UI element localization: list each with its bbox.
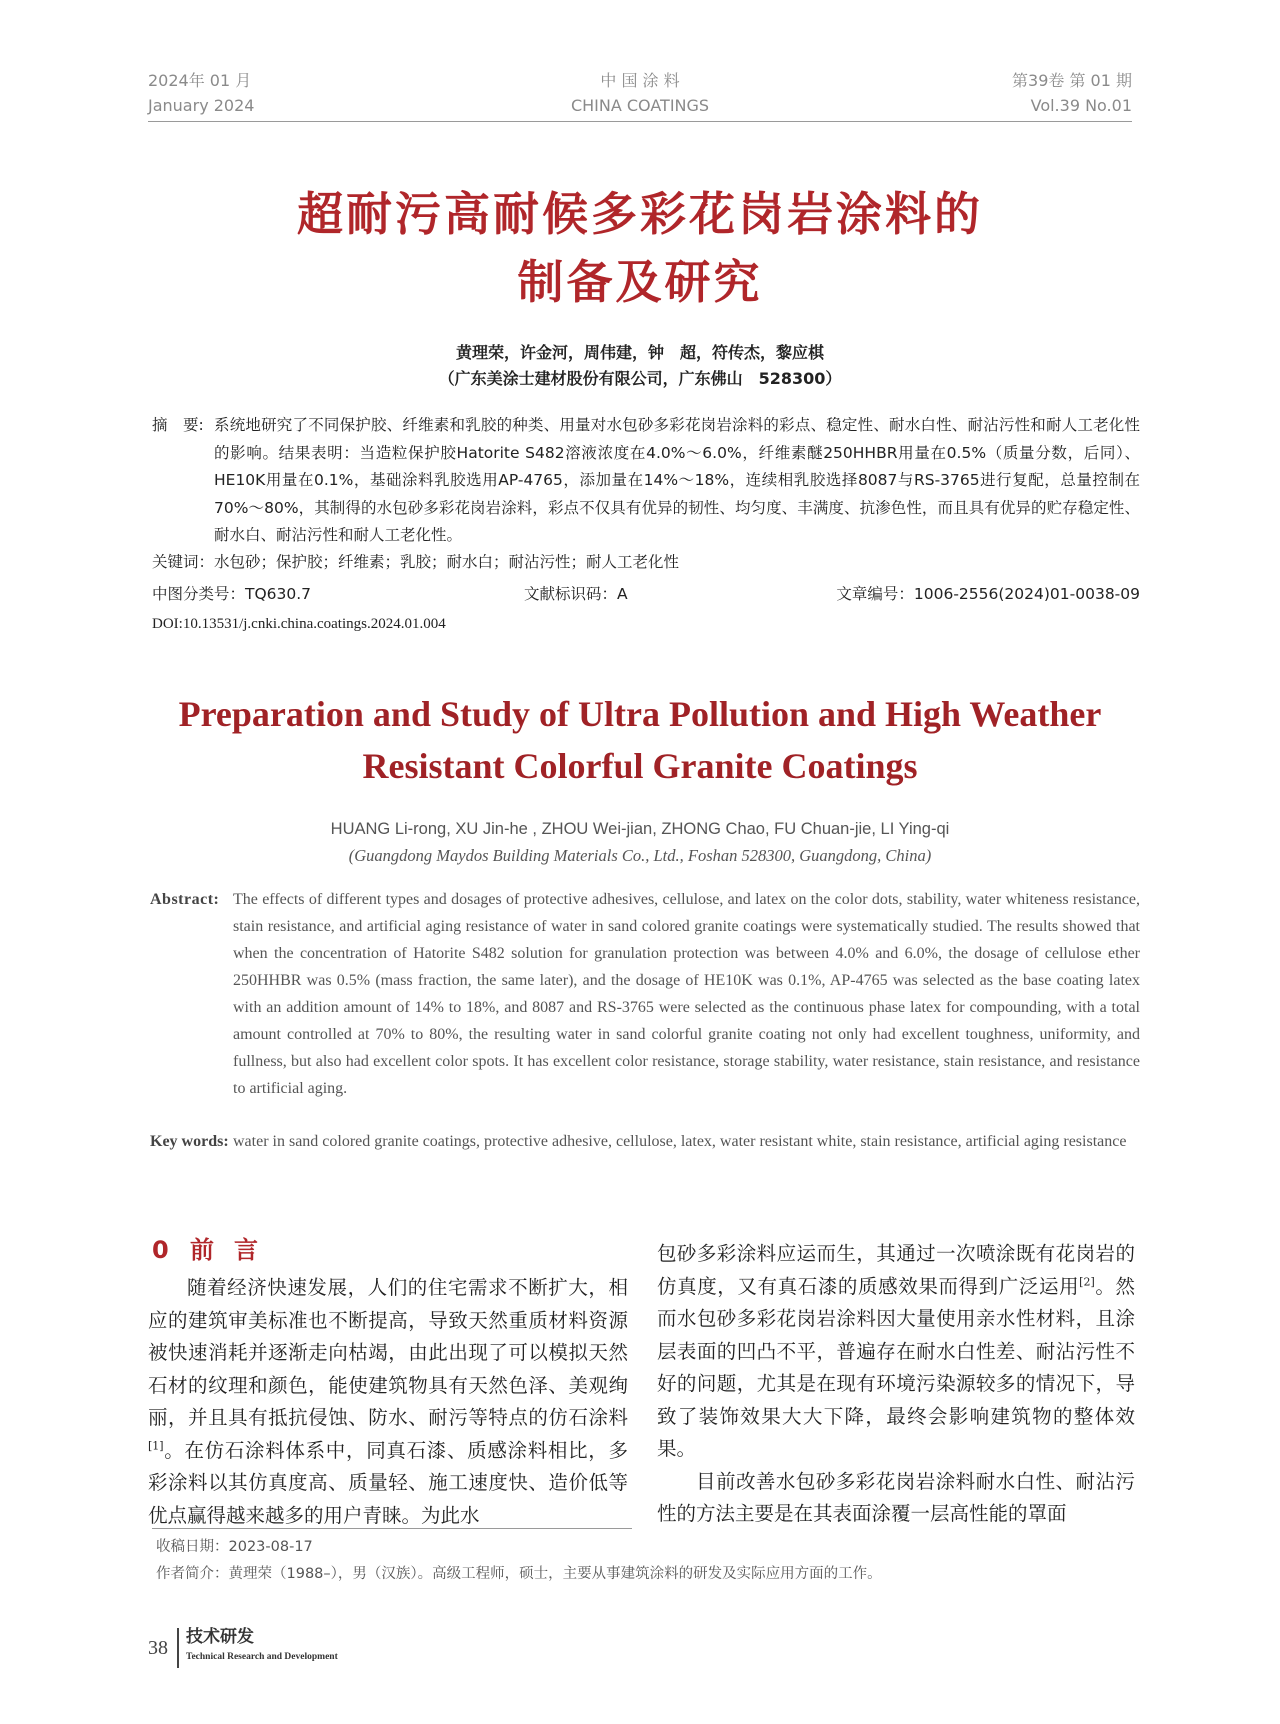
abstract-cn-label: 摘 要: xyxy=(152,416,204,434)
volume-en: Vol.39 No.01 xyxy=(1030,96,1132,115)
keywords-en-label: Key words: xyxy=(150,1133,229,1150)
title-en xyxy=(80,688,1200,792)
abstract-en-label: Abstract: xyxy=(150,891,220,908)
doi-link[interactable]: DOI:10.13531/j.cnki.china.coatings.2024.01.004 xyxy=(152,616,446,632)
journal-header xyxy=(148,68,1132,120)
abstract-cn-text: 系统地研究了不同保护胶、纤维素和乳胶的种类、用量对水包砂多彩花岗岩涂料的彩点、稳定性、耐水白性、耐沾污性和耐人工老化性的影响。结果表明：当造粒保护胶Hatorite S482溶液浓度在4.0%～6.0%，纤维素醚250HHBR用量在0.5%（质量分数，后同）、HE10K用量在0.1%，基础涂料乳胶选用AP-4765，添加量在14%～18%，连续相乳胶选择8087与RS-3765进行复配，总量控制在70%～80%，其制得的水包砂多彩花岗岩涂料，彩点不仅具有优异的韧性、均匀度、丰满度、抗渗色性，而且具有优异的贮存稳定性、耐水白、耐沾污性和耐人工老化性。 xyxy=(214,416,1140,544)
body-paragraph xyxy=(657,1238,1135,1466)
affiliation-cn: （广东美涂士建材股份有限公司，广东佛山 528300） xyxy=(438,369,842,388)
class-number: 中图分类号：TQ630.7 xyxy=(152,585,312,603)
paragraph-text: 随着经济快速发展，人们的住宅需求不断扩大，相应的建筑审美标准也不断提高，导致天然重质材料资源被快速消耗并逐渐走向枯竭，由此出现了可以模拟天然石材的纹理和颜色，能使建筑物具有天然色泽、美观绚丽，并且具有抵抗侵蚀、防水、耐污等特点的仿石涂料 xyxy=(148,1276,628,1429)
body-paragraph: 目前改善水包砂多彩花岗岩涂料耐水白性、耐沾污性的方法主要是在其表面涂覆一层高性能的罩面 xyxy=(657,1469,1135,1525)
title-en-line2: Resistant Colorful Granite Coatings xyxy=(362,746,918,786)
title-cn-line1: 超耐污高耐候多彩花岗岩涂料的 xyxy=(297,187,983,241)
section-number: 0 xyxy=(152,1236,169,1264)
section-title: 前言 xyxy=(190,1236,278,1264)
paragraph-text: 包砂多彩涂料应运而生，其通过一次喷涂既有花岗岩的仿真度，又有真石漆的质感效果而得到广泛运用 xyxy=(657,1242,1135,1298)
document-code: 文献标识码：A xyxy=(524,585,628,603)
authors-en: HUANG Li-rong, XU Jin-he , ZHOU Wei-jian, ZHONG Chao, FU Chuan-jie, LI Ying-qi xyxy=(330,820,950,838)
journal-name xyxy=(148,68,1132,118)
abstract-cn xyxy=(152,412,1140,550)
footer-section-en: Technical Research and Development xyxy=(186,1652,338,1662)
body-paragraph xyxy=(148,1272,628,1532)
journal-name-en: CHINA COATINGS xyxy=(570,96,710,115)
citation-ref[interactable]: [2] xyxy=(1079,1275,1095,1288)
abstract-en xyxy=(150,886,1140,1102)
journal-name-cn: 中 国 涂 料 xyxy=(600,71,680,90)
footer-section-cn: 技术研发 xyxy=(186,1627,254,1647)
received-date: 收稿日期：2023-08-17 xyxy=(156,1539,313,1555)
abstract-en-text: The effects of different types and dosages of protective adhesives, cellulose, and latex on the color dots, stability, water whiteness resistance, stain resistance, and artificial aging resistance of water in sand colored granite coatings were systematically studied. The results showed that when the concentration of Hatorite S482 solution for granulation protection was between 4.0% and 6.0%, the dosage of cellulose ether 250HHBR was 0.5% (mass fraction, the same later), and the dosage of HE10K was 0.1%, AP-4765 was selected as the base coating latex with an addition amount of 14% to 18%, and 8087 and RS-3765 were selected as the continuous phase latex for compounding, with a total amount controlled at 70% to 80%, the resulting water in sand colorful granite coating not only had excellent toughness, uniformity, and fullness, but also had excellent color spots. It has excellent color resistance, storage stability, water resistance, stain resistance, and resistance to artificial aging. xyxy=(233,891,1140,1097)
paragraph-text: 。然而水包砂多彩花岗岩涂料因大量使用亲水性材料，且涂层表面的凹凸不平，普遍存在耐水白性差、耐沾污性不好的问题，尤其是在现有环境污染源较多的情况下，导致了装饰效果大大下降，最终会影响建筑物的整体效果。 xyxy=(657,1274,1135,1460)
article-number: 文章编号：1006-2556(2024)01-0038-09 xyxy=(836,585,1140,603)
issue-date-cn: 2024年 01 月 xyxy=(148,71,252,90)
footer-divider xyxy=(177,1628,179,1668)
body-column-right xyxy=(657,1238,1135,1531)
keywords-en-text: water in sand colored granite coatings, protective adhesive, cellulose, latex, water resistant white, stain resistance, artificial aging resistance xyxy=(233,1133,1127,1150)
author-bio: 作者简介：黄理荣（1988–），男（汉族）。高级工程师，硕士，主要从事建筑涂料的研发及实际应用方面的工作。 xyxy=(156,1566,882,1582)
footnote-divider xyxy=(152,1528,632,1529)
body-column-left xyxy=(148,1272,628,1532)
volume-info xyxy=(1012,68,1132,118)
authors-cn: 黄理荣，许金河，周伟建，钟 超，符传杰，黎应棋 xyxy=(455,343,824,362)
paragraph-text: 。在仿石涂料体系中，同真石漆、质感涂料相比，多彩涂料以其仿真度高、质量轻、施工速度快、造价低等优点赢得越来越多的用户青睐。为此水 xyxy=(148,1438,628,1527)
title-cn xyxy=(100,180,1180,316)
volume-cn: 第39卷 第 01 期 xyxy=(1012,71,1132,90)
section-heading xyxy=(152,1232,278,1268)
keywords-cn: 关键词：水包砂；保护胶；纤维素；乳胶；耐水白；耐沾污性；耐人工老化性 xyxy=(152,553,680,571)
title-en-line1: Preparation and Study of Ultra Pollution and High Weather xyxy=(178,694,1102,734)
page-number: 38 xyxy=(148,1637,168,1659)
issue-date-en: January 2024 xyxy=(148,96,255,115)
affiliation-en: (Guangdong Maydos Building Materials Co., Ltd., Foshan 528300, Guangdong, China) xyxy=(348,846,932,865)
keywords-en xyxy=(150,1128,1140,1155)
header-divider xyxy=(148,121,1132,122)
citation-ref[interactable]: [1] xyxy=(148,1439,164,1452)
title-cn-line2: 制备及研究 xyxy=(517,255,763,309)
